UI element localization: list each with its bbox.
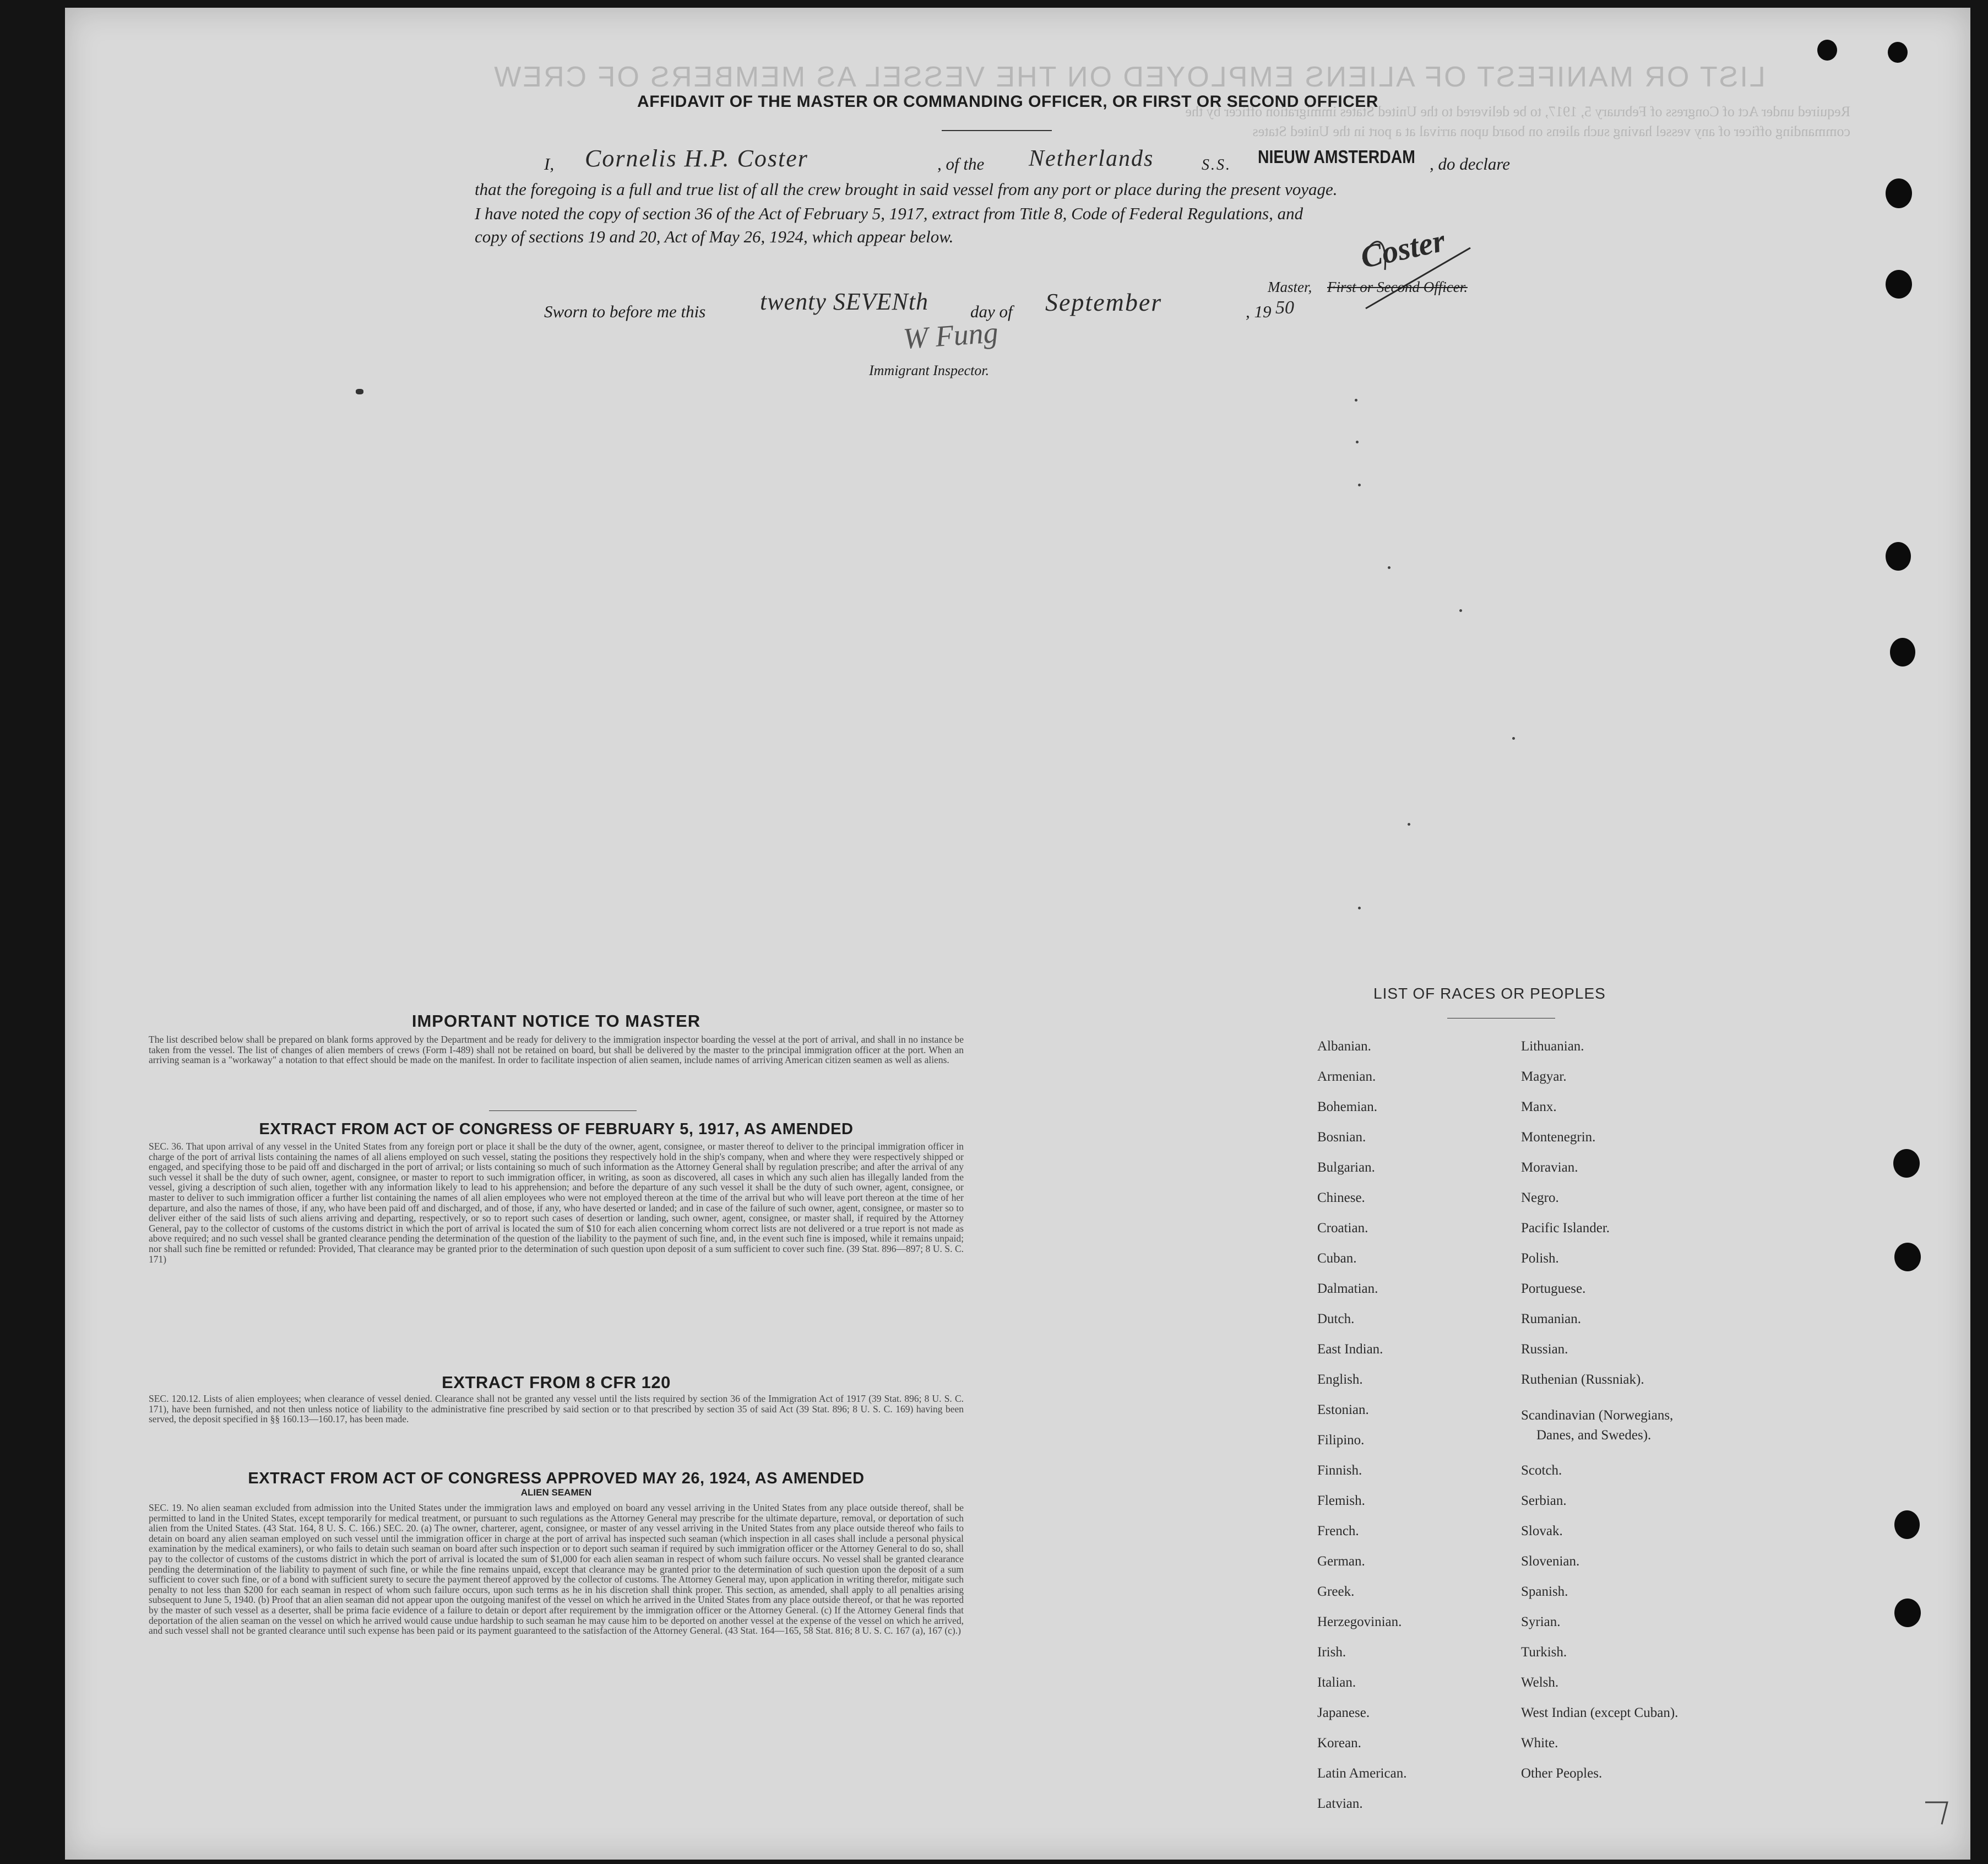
inspector-label: Immigrant Inspector. xyxy=(869,362,990,378)
punch-hole xyxy=(1893,1149,1920,1178)
master-name-handwritten: Cornelis H.P. Coster xyxy=(585,145,808,172)
race-right-item: Lithuanian. xyxy=(1521,1039,1584,1054)
of-the-label: , of the xyxy=(937,154,985,174)
year-prefix: , 19 xyxy=(1246,302,1272,321)
race-right-item: Magyar. xyxy=(1521,1069,1567,1084)
extract-cfr-heading: EXTRACT FROM 8 CFR 120 xyxy=(442,1373,671,1392)
race-left-item: Dutch. xyxy=(1317,1312,1355,1326)
race-left-item: Chinese. xyxy=(1317,1190,1365,1205)
race-left-item: Herzegovinian. xyxy=(1317,1614,1402,1629)
race-right-item: Negro. xyxy=(1521,1190,1559,1205)
race-left-item: Filipino. xyxy=(1317,1433,1365,1448)
race-left-item: Flemish. xyxy=(1317,1493,1365,1508)
race-right-item: Portuguese. xyxy=(1521,1281,1586,1296)
affidavit-heading: AFFIDAVIT OF THE MASTER OR COMMANDING OFFICER, OR FIRST OR SECOND OFFICER xyxy=(637,93,1378,111)
race-left-item: Bulgarian. xyxy=(1317,1160,1375,1175)
race-right-item: Syrian. xyxy=(1521,1614,1561,1629)
race-left-item: Japanese. xyxy=(1317,1705,1370,1720)
extract-1917-body: SEC. 36. That upon arrival of any vessel in the United States from any foreign port or place it shall be the duty of the owner, agent, consignee, or master thereof to deliver to the principal immigration officer in charge of the port of arrival lists containing the names of all aliens employed on such vessel, stating the positions they respectively hold in the ship's company, when and where they were respectively shipped or engaged, and specifying those to be paid off and discharged in the port of arrival; or lists containing so much of such information as the Attorney General shall by regulation prescribe; and after the arrival of any such vessel it shall be the duty of such owner, agent, consignee, or master to report to such immigration officer, in writing, as soon as discovered, all cases in which any such alien has illegally landed from the vessel, giving a description of such alien, together with any information likely to lead to his apprehension; and before the departure of any such vessel it shall be the duty of such owner, agent, consignee, or master to deliver to such immigration officer a further list containing the names of all alien employees who were not employed thereon at the time of the arrival but who will leave port thereon at the time of her departure, and also the names of those, if any, who have been paid off and discharged, and of those, if any, who have deserted or landed; and in case of the failure of such owner, agent, consignee, or master so to deliver either of the said lists of such aliens arriving and departing, respectively, or so to report such cases of desertion or landing, such owner, agent, consignee, or master shall, if required by the Attorney General, pay to the collector of customs of the customs district in which the port of arrival is located the sum of $10 for each alien concerning whom correct lists are not delivered or a true report is not made as above required; and no such vessel shall be granted clearance pending the determination of the question of the liability to the payment of such fine, and, in the event such fine is imposed, while it remains unpaid; nor shall such fine be remitted or refunded: Provided, That clearance may be granted prior to the determination of such question upon deposit of a sum sufficient to cover such fine. (39 Stat. 896—897; 8 U. S. C. 171) xyxy=(149,1141,964,1265)
master-signature: Coster xyxy=(1357,222,1448,275)
punch-hole xyxy=(1888,42,1908,63)
inspector-signature: W Fung xyxy=(902,316,1000,355)
race-right-item: Danes, and Swedes). xyxy=(1536,1428,1652,1443)
bleed-through-subtitle: Required under Act of Congress of February 5, 1917, to be delivered to the United States immigration officer by the commanding officer of any vessel having such aliens on board upon arrival at a port in the United States xyxy=(1185,104,1850,139)
race-right-item: Pacific Islander. xyxy=(1521,1221,1610,1236)
race-right-item: Ruthenian (Russniak). xyxy=(1521,1372,1644,1387)
punch-hole xyxy=(1894,1599,1921,1627)
extract-1924-heading: EXTRACT FROM ACT OF CONGRESS APPROVED MAY 26, 1924, AS AMENDED xyxy=(248,1470,865,1487)
race-right-item: Scotch. xyxy=(1521,1463,1562,1478)
race-left-item: French. xyxy=(1317,1524,1359,1538)
ink-speck xyxy=(1355,399,1357,402)
race-left-item: Armenian. xyxy=(1317,1069,1376,1084)
race-right-item: Manx. xyxy=(1521,1099,1557,1114)
race-left-item: Bohemian. xyxy=(1317,1099,1378,1114)
sworn-label: Sworn to before me this xyxy=(544,302,706,321)
affidavit-line-3: I have noted the copy of section 36 of the Act of February 5, 1917, extract from Title 8, Code of Federal Regulations, and xyxy=(475,204,1303,223)
notice-heading: IMPORTANT NOTICE TO MASTER xyxy=(411,1011,701,1031)
notice-rule xyxy=(489,1110,637,1111)
race-left-item: East Indian. xyxy=(1317,1342,1383,1357)
punch-hole xyxy=(1894,1510,1920,1539)
affidavit-line-4: copy of sections 19 and 20, Act of May 26, 1924, which appear below. xyxy=(475,227,954,246)
race-left-item: German. xyxy=(1317,1554,1365,1569)
race-right-item: Moravian. xyxy=(1521,1160,1578,1175)
master-label: Master, xyxy=(1268,279,1312,295)
race-right-item: Spanish. xyxy=(1521,1584,1568,1599)
race-right-item: Other Peoples. xyxy=(1521,1766,1603,1781)
struck-officer-label: First or Second Officer. xyxy=(1327,279,1468,295)
race-left-item: Cuban. xyxy=(1317,1251,1357,1266)
extract-1917-heading: EXTRACT FROM ACT OF CONGRESS OF FEBRUARY 5, 1917, AS AMENDED xyxy=(259,1120,854,1138)
race-right-item: West Indian (except Cuban). xyxy=(1521,1705,1679,1720)
race-right-item: Polish. xyxy=(1521,1251,1559,1266)
punch-hole xyxy=(1886,542,1911,571)
day-handwritten: twenty SEVENth xyxy=(760,288,929,315)
race-left-item: Korean. xyxy=(1317,1736,1361,1751)
race-left-item: English. xyxy=(1317,1372,1363,1387)
race-right-item: Montenegrin. xyxy=(1521,1130,1596,1145)
race-left-item: Irish. xyxy=(1317,1645,1346,1660)
race-right-item: Rumanian. xyxy=(1521,1312,1582,1326)
month-handwritten: September xyxy=(1045,288,1163,316)
ink-speck xyxy=(1388,566,1390,569)
race-left-item: Latvian. xyxy=(1317,1796,1363,1811)
corner-mark-icon xyxy=(1920,1797,1953,1830)
punch-hole xyxy=(1886,178,1912,208)
races-heading: LIST OF RACES OR PEOPLES xyxy=(1373,985,1606,1002)
extract-1924-body: SEC. 19. No alien seaman excluded from admission into the United States under the immigration laws and employed on board any vessel arriving in the United States from any place outside thereof, shall be permitted to land in the United States, except temporarily for medical treatment, or pursuant to such regulations as the Attorney General may prescribe for the ultimate departure, removal, or deportation of such alien from the United States. (43 Stat. 164, 8 U. S. C. 166.) SEC. 20. (a) The owner, charterer, agent, consignee, or master of any vessel arriving in the United States from any place outside thereof who fails to detain on board any alien seaman employed on such vessel until the immigration officer in charge at the port of arrival has inspected such seaman (which inspection in all cases shall include a personal physical examination by the medical examiners), or who fails to detain such seaman on board after such inspection or to deport such seaman if required by such immigration officer or the Attorney General to do so, shall pay to the collector of customs of the customs district in which the port of arrival is located the sum of $1,000 for each alien seaman in respect of whom such failure occurs. No vessel shall be granted clearance pending the determination of the liability to payment of such fine, or while the fine remains unpaid, except that clearance may be granted prior to the determination of such question upon the deposit of a sum sufficient to cover such fine, or of a bond with sufficient surety to secure the payment thereof approved by the collector of customs. The Attorney General may, upon application in writing therefor, mitigate such penalty to not less than $200 for each seaman in respect of whom such failure occurs, upon such terms as he in his discretion shall think proper. This section, as amended, shall apply to all penalties arising subsequent to June 5, 1940. (b) Proof that an alien seaman did not appear upon the outgoing manifest of the vessel on which he arrived in the United States from any place outside thereof, or that he was reported by the master of such vessel as a deserter, shall be prima facie evidence of a failure to detain or deport after requirement by the immigration officer or the Attorney General. (c) If the Attorney General finds that deportation of the alien seaman on the vessel on which he arrived would cause undue hardship to such seaman he may cause him to be deported on another vessel at the expense of the vessel on which he arrived, and such vessel shall not be granted clearance until such expense has been paid or its payment guaranteed to the satisfaction of the Attorney General. (43 Stat. 164—165, 58 Stat. 816; 8 U. S. C. 167 (a), 167 (c).) xyxy=(149,1502,964,1637)
race-right-item: Slovenian. xyxy=(1521,1554,1580,1569)
notice-body: The list described below shall be prepared on blank forms approved by the Department and be ready for delivery to the immigration inspector boarding the vessel at the port of arrival, and shall in no instance be taken from the vessel. The list of changes of alien members of crews (Form I-489) shall not be retained on board, but shall be delivered by the master to the principal immigration officer at the port. When an arriving seaman is a "workaway" a notation to that effect should be made on the manifest. In order to facilitate inspection of alien seamen, include names of arriving American citizen seamen as well as aliens. xyxy=(149,1034,964,1066)
heading-rule xyxy=(942,130,1052,131)
vessel-name-stamp: NIEUW AMSTERDAM xyxy=(1258,147,1415,167)
race-right-item: Serbian. xyxy=(1521,1493,1567,1508)
ink-speck xyxy=(1358,484,1361,486)
race-left-item: Bosnian. xyxy=(1317,1130,1366,1145)
punch-hole xyxy=(1894,1243,1921,1271)
ink-speck xyxy=(1459,609,1462,612)
race-right-item: Slovak. xyxy=(1521,1524,1563,1538)
punch-hole xyxy=(1817,40,1837,61)
punch-hole xyxy=(1890,638,1915,667)
race-right-item: Turkish. xyxy=(1521,1645,1567,1660)
race-right-item: Scandinavian (Norwegians, xyxy=(1521,1408,1674,1423)
ink-speck xyxy=(1512,737,1515,740)
race-left-item: Estonian. xyxy=(1317,1402,1369,1417)
race-left-item: Dalmatian. xyxy=(1317,1281,1378,1296)
year-handwritten: 50 xyxy=(1275,297,1294,318)
race-left-item: Albanian. xyxy=(1317,1039,1371,1054)
ss-label: S.S. xyxy=(1202,156,1231,174)
race-left-item: Greek. xyxy=(1317,1584,1355,1599)
ink-speck xyxy=(1356,441,1359,443)
extract-cfr-body: SEC. 120.12. Lists of alien employees; when clearance of vessel denied. Clearance shall not be granted any vessel until the lists required by section 36 of the Immigration Act of 1917 (39 Stat. 896; 8 U. S. C. 171), have been furnished, and not then unless notice of liability to the administrative fine prescribed by said section or to that prescribed by section 35 of said Act (39 Stat. 896; 8 U. S. C. 169) having been served, the deposit specified in §§ 160.13—160.17, has been made. xyxy=(149,1393,964,1425)
signature-flourish-icon xyxy=(1355,226,1487,325)
punch-hole xyxy=(1886,270,1912,299)
ink-speck xyxy=(1358,907,1361,909)
race-right-item: White. xyxy=(1521,1736,1558,1751)
race-right-item: Welsh. xyxy=(1521,1675,1559,1690)
race-right-item: Russian. xyxy=(1521,1342,1568,1357)
race-left-item: Latin American. xyxy=(1317,1766,1407,1781)
affidavit-line-2: that the foregoing is a full and true list of all the crew brought in said vessel from any port or place during the present voyage. xyxy=(475,180,1338,199)
declare-label: , do declare xyxy=(1430,154,1511,174)
race-left-item: Italian. xyxy=(1317,1675,1356,1690)
ink-speck xyxy=(356,389,363,394)
bleed-through-title: LIST OR MANIFEST OF ALIENS EMPLOYED ON THE VESSEL AS MEMBERS OF CREW xyxy=(492,61,1766,93)
ink-speck xyxy=(1408,823,1410,826)
day-of-label: day of xyxy=(970,302,1013,321)
race-left-item: Croatian. xyxy=(1317,1221,1368,1236)
race-left-item: Finnish. xyxy=(1317,1463,1362,1478)
i-label: I, xyxy=(544,154,555,174)
nationality-handwritten: Netherlands xyxy=(1029,146,1154,171)
extract-1924-subheading: ALIEN SEAMEN xyxy=(520,1487,592,1498)
